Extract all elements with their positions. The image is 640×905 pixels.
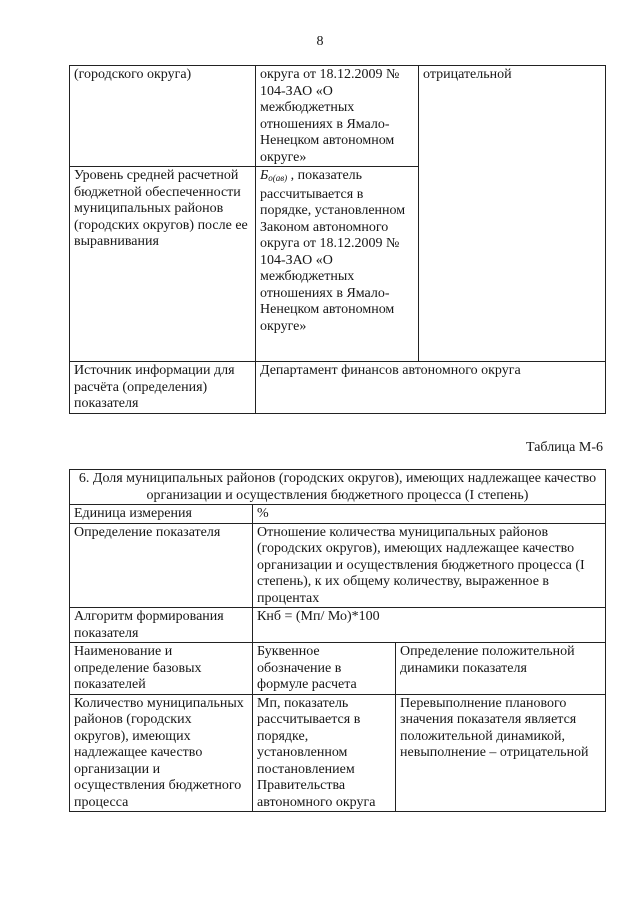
- table-cell: Количество муниципальных районов (городских округов), имеющих надлежащее качество организации и осуществления бюджетного процесса: [70, 694, 253, 812]
- table-cell: (городского округа): [70, 66, 256, 167]
- table-cell: Перевыполнение планового значения показателя является положительной динамикой, невыполнение – отрицательной: [396, 694, 606, 812]
- table-row: [70, 643, 606, 695]
- table-row: [70, 66, 606, 167]
- table-cell: округа от 18.12.2009 № 104-ЗАО «О межбюджетных отношениях в Ямало-Ненецком автономном округе»: [256, 66, 419, 167]
- formula-cell: Кнб = (Мп/ Мо)*100: [253, 608, 606, 643]
- table-row: [70, 362, 606, 414]
- table-row: [70, 694, 606, 812]
- cell-text: , показатель рассчитывается в порядке, установленном Законом автономного округа от 18.12.2009 № 104-ЗАО «О межбюджетных отношениях в Ямало-Ненецком автономном округе»: [260, 168, 406, 334]
- indicator-table-m6: [69, 469, 606, 812]
- table-cell: [256, 167, 419, 362]
- table-row: [70, 523, 606, 608]
- table-title: 6. Доля муниципальных районов (городских округов), имеющих надлежащее качество организации и осуществления бюджетного процесса (I степень): [70, 470, 606, 505]
- table-cell: Мп, показатель рассчитывается в порядке, установленном постановлением Правительства автономного округа: [253, 694, 396, 812]
- table-header-cell: Наименование и определение базовых показателей: [70, 643, 253, 695]
- table-header-cell: Определение положительной динамики показателя: [396, 643, 606, 695]
- table-cell: отрицательной: [419, 66, 606, 362]
- table-row: [70, 505, 606, 524]
- table-cell: Алгоритм формирования показателя: [70, 608, 253, 643]
- page-number: 8: [316, 34, 324, 49]
- table-caption: Таблица М-6: [526, 440, 603, 455]
- table-cell: %: [253, 505, 606, 524]
- table-cell: Уровень средней расчетной бюджетной обеспеченности муниципальных районов (городских округов) после ее выравнивания: [70, 167, 256, 362]
- table-header-cell: Буквенное обозначение в формуле расчета: [253, 643, 396, 695]
- table-cell: Отношение количества муниципальных районов (городских округов), имеющих надлежащее качество организации и осуществления бюджетного процесса (I степень), к их общему количеству, выраженное в процентах: [253, 523, 606, 608]
- table-cell: Определение показателя: [70, 523, 253, 608]
- table-cell: Единица измерения: [70, 505, 253, 524]
- table-cell: Департамент финансов автономного округа: [256, 362, 606, 414]
- table-cell: Источник информации для расчёта (определения) показателя: [70, 362, 256, 414]
- formula-subscript: o(ав): [268, 173, 288, 183]
- table-row: [70, 608, 606, 643]
- formula-symbol: Б: [260, 168, 269, 183]
- indicator-table-continued: [69, 65, 606, 414]
- table-row: [70, 470, 606, 505]
